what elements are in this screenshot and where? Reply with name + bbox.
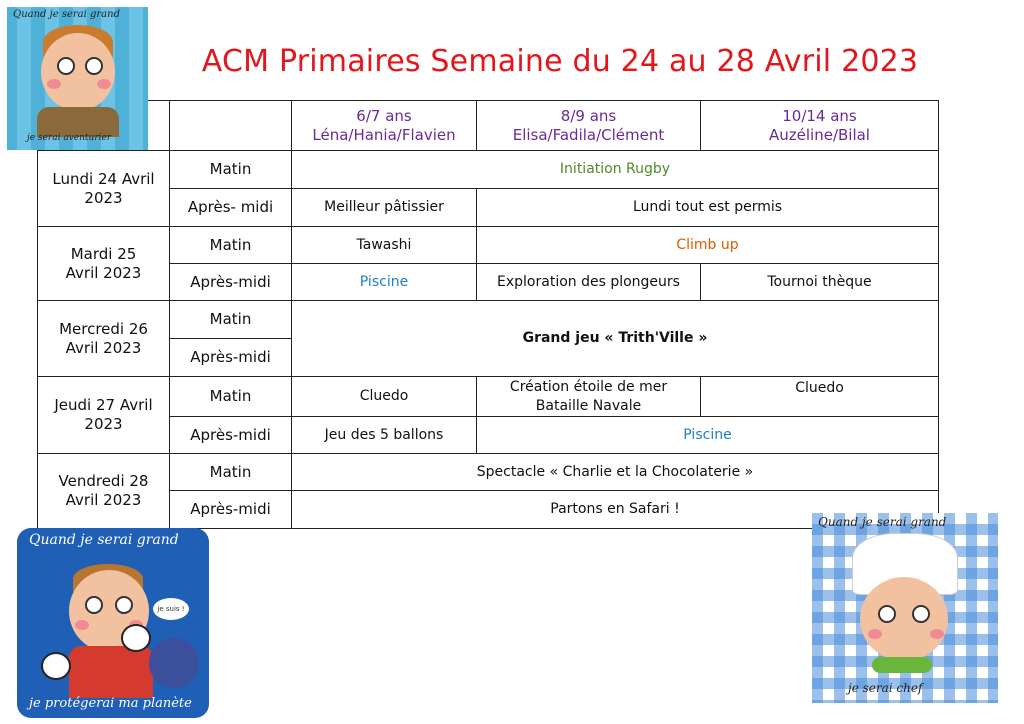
activity-cell: Spectacle « Charlie et la Chocolaterie » (292, 454, 939, 491)
illustration-caption: Quand je serai grand (818, 515, 947, 529)
age-label: 8/9 ans (560, 106, 617, 125)
activity-cell: Tawashi (292, 227, 477, 264)
table-row (38, 227, 939, 264)
activity-cell: Partons en Safari ! (292, 491, 939, 529)
activity-cell: Cluedo (292, 377, 477, 417)
activity-cell: Piscine (477, 417, 939, 454)
table-row (38, 151, 939, 189)
period-afternoon: Après-midi (170, 491, 292, 529)
planet-illustration (17, 528, 209, 718)
period-afternoon: Après- midi (170, 189, 292, 227)
illustration-caption: Quand je serai grand (13, 9, 120, 20)
period-afternoon: Après-midi (170, 264, 292, 301)
day-cell-vendredi: Vendredi 28 Avril 2023 (38, 454, 170, 529)
day-cell-mardi: Mardi 25 Avril 2023 (38, 227, 170, 301)
period-morning: Matin (170, 454, 292, 491)
day-cell-lundi: Lundi 24 Avril 2023 (38, 151, 170, 227)
activity-cell: Grand jeu « Trith'Ville » (292, 301, 939, 377)
group-names: Auzéline/Bilal (769, 125, 870, 144)
table-row (38, 417, 939, 454)
speech-bubble: je suis ! (153, 598, 189, 620)
activity-cell: Meilleur pâtissier (292, 189, 477, 227)
explorer-illustration (7, 7, 148, 150)
activity-cell: Piscine (292, 264, 477, 301)
illustration-caption: Quand je serai grand (29, 532, 179, 548)
activity-cell: Lundi tout est permis (477, 189, 939, 227)
illustration-caption: je serai aventurier (27, 133, 112, 143)
period-morning: Matin (170, 301, 292, 339)
period-afternoon: Après-midi (170, 339, 292, 377)
table-row (38, 491, 939, 529)
table-row (38, 454, 939, 491)
activity-cell: Climb up (477, 227, 939, 264)
header-age-6-7 (292, 101, 477, 151)
age-label: 10/14 ans (782, 106, 857, 125)
activity-cell: Initiation Rugby (292, 151, 939, 189)
period-morning: Matin (170, 227, 292, 264)
header-empty-cell (170, 101, 292, 151)
activity-cell: Création étoile de mer Bataille Navale (477, 377, 701, 417)
activity-cell: Jeu des 5 ballons (292, 417, 477, 454)
activity-cell: Tournoi thèque (701, 264, 939, 301)
day-cell-jeudi: Jeudi 27 Avril 2023 (38, 377, 170, 454)
table-row (38, 264, 939, 301)
table-row (38, 301, 939, 339)
group-names: Elisa/Fadila/Clément (512, 125, 665, 144)
chef-illustration (812, 513, 998, 703)
activity-cell: Cluedo (701, 377, 939, 417)
page-title: ACM Primaires Semaine du 24 au 28 Avril 2023 (201, 44, 919, 79)
period-morning: Matin (170, 151, 292, 189)
header-row (38, 101, 939, 151)
day-cell-mercredi: Mercredi 26 Avril 2023 (38, 301, 170, 377)
illustration-caption: je serai chef (848, 681, 923, 695)
age-label: 6/7 ans (356, 106, 412, 125)
header-age-8-9 (477, 101, 701, 151)
group-names: Léna/Hania/Flavien (312, 125, 456, 144)
weekly-schedule-table (37, 100, 939, 529)
table-row (38, 189, 939, 227)
activity-cell: Exploration des plongeurs (477, 264, 701, 301)
period-morning: Matin (170, 377, 292, 417)
header-age-10-14 (701, 101, 939, 151)
table-row (38, 377, 939, 417)
illustration-caption: je protégerai ma planète (29, 696, 192, 711)
period-afternoon: Après-midi (170, 417, 292, 454)
